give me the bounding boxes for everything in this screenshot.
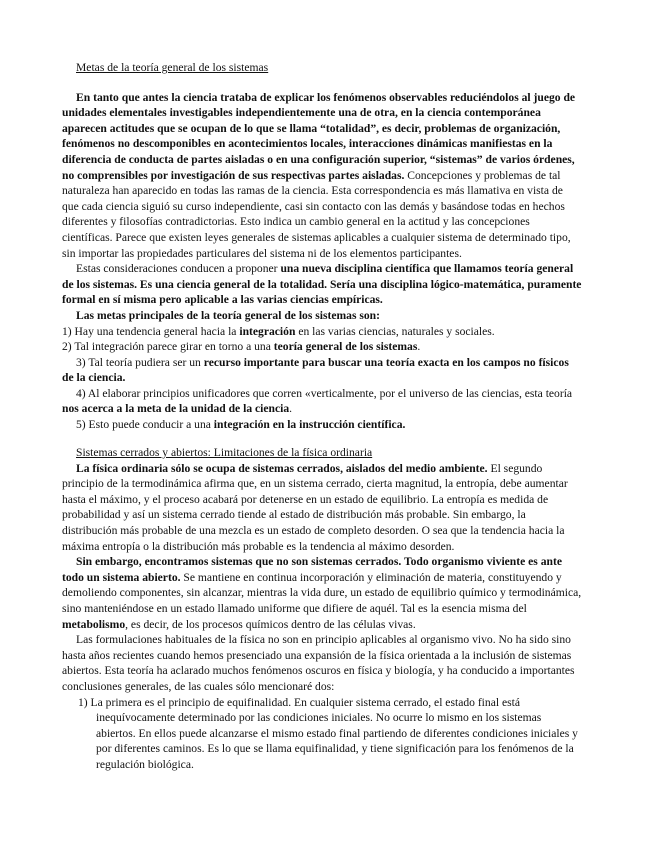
goal-4-bold: nos acerca a la meta de la unidad de la ciencia <box>62 402 290 416</box>
goal-2-text-c: . <box>417 340 421 354</box>
metabolismo-bold: metabolismo <box>62 617 126 631</box>
goal-item-2 <box>62 339 582 355</box>
paragraph-intro <box>62 90 582 262</box>
proposal-bold-text: una nueva disciplina científica que llamamos teoría general de los sistemas. Es una ciencia general de la totalidad. Sería una disciplina lógico-matemática, puramente formal en sí misma pero aplicable a las varias ciencias empíricas. <box>62 262 582 307</box>
paragraph-proposal <box>62 261 582 308</box>
fisica-rest-text: El segundo principio de la termodinámica afirma que, en un sistema cerrado, cierta magnitud, la entropía, debe aumentar hasta el máximo, y el proceso acabará por detenerse en un estado de equilibrio. La entropía es medida de probabilidad y así un sistema cerrado tiende al estado de distribución más probable. Sin embargo, la distribución más probable de una mezcla es un estado de completo desorden. O sea que la tendencia hacia la máxima entropía o la distribución más probable es la tendencia al máximo desorden. <box>62 461 568 553</box>
paragraph-sistemas-abiertos <box>62 554 582 632</box>
goals-heading-text: Las metas principales de la teoría general de los sistemas son: <box>76 308 380 322</box>
goal-3-bold: recurso importante para buscar una teoría exacta en los campos no físicos de la ciencia. <box>62 355 569 385</box>
proposal-text: Estas consideraciones conducen a proponer <box>76 262 278 276</box>
abiertos-end-text: , es decir, de los procesos químicos dentro de las células vivas. <box>125 617 416 631</box>
abiertos-rest-text: Se mantiene en continua incorporación y eliminación de materia, constituyendo y demoliendo componentes, sin alcanzar, mientras la vida dure, un estado de equilibrio químico y termodinámica, sino manteniéndose en un estado llamado uniforme que difiere de aquél. Tal es la esencia misma del <box>62 570 582 615</box>
goal-5-bold: integración en la instrucción científica. <box>213 418 406 432</box>
goal-1-text-a: 1) Hay una tendencia general hacia la <box>62 324 237 338</box>
goal-1-text-c: en las varias ciencias, naturales y sociales. <box>298 324 495 338</box>
goals-heading <box>62 308 582 324</box>
fisica-bold-text: La física ordinaria sólo se ocupa de sistemas cerrados, aislados del medio ambiente. <box>76 461 488 475</box>
abiertos-bold-text: Sin embargo, encontramos sistemas que no son sistemas cerrados. Todo organismo viviente es ante todo un sistema abierto. <box>62 555 562 584</box>
goal-5-text-a: 5) Esto puede conducir a una <box>76 418 211 432</box>
goal-1-bold: integración <box>239 324 296 338</box>
section-title-sistemas: Sistemas cerrados y abiertos: Limitaciones de la física ordinaria <box>76 446 373 459</box>
goal-item-1 <box>62 324 582 340</box>
goal-item-5 <box>62 417 582 433</box>
goal-2-bold: teoría general de los sistemas <box>273 340 418 354</box>
paragraph-formulaciones: Las formulaciones habituales de la física no son en principio aplicables al organismo vivo. No ha sido sino hasta años recientes cuando hemos presenciado una expansión de la física orientada a la inclusión de sistemas abiertos. Esta teoría ha aclarado muchos fenómenos oscuros en física y biología, y ha conducido a importantes conclusiones generales, de las cuales sólo mencionaré dos: <box>62 633 575 693</box>
goal-4-text-c: . <box>289 402 293 416</box>
list-item-equifinalidad: 1) La primera es el principio de equifinalidad. En cualquier sistema cerrado, el estado final está inequívocamente determinado por las condiciones iniciales. No ocurre lo mismo en los sistemas abiertos. En ellos puede alcanzarse el mismo estado final partiendo de diferentes condiciones iniciales y por diferentes caminos. Es lo que se llama equifinalidad, y tiene significación para los fenómenos de la regulación biológica. <box>78 695 578 771</box>
goal-4-text-a: 4) Al elaborar principios unificadores que corren «verticalmente, por el universo de las ciencias, esta teoría <box>76 386 573 400</box>
goal-3-text-a: 3) Tal teoría pudiera ser un <box>76 355 201 369</box>
goal-2-text-a: 2) Tal integración parece girar en torno a una <box>62 340 271 354</box>
goal-item-3 <box>62 355 582 386</box>
paragraph-fisica-ordinaria <box>62 461 582 555</box>
section-sistemas <box>62 445 582 772</box>
goal-item-4 <box>62 386 582 417</box>
section-metas <box>62 60 582 433</box>
section-title-metas: Metas de la teoría general de los sistemas <box>76 61 269 74</box>
intro-bold-text: En tanto que antes la ciencia trataba de explicar los fenómenos observables reduciéndolos al juego de unidades elementales investigables independientemente una de otra, en la ciencia contemporánea aparecen actitudes que se ocupan de lo que se llama “totalidad”, es decir, problemas de organización, fenómenos no descomponibles en acontecimientos locales, interacciones dinámicas manifiestas en la diferencia de conducta de partes aisladas o en una configuración superior, “sistemas” de varios órdenes, no comprensibles por investigación de sus respectivas partes aisladas. <box>62 90 576 182</box>
intro-rest-text: Concepciones y problemas de tal naturaleza han aparecido en todas las ramas de la ciencia. Esta correspondencia es más llamativa en vista de que cada ciencia siguió su curso independiente, casi sin contacto con las demás y basándose todas en hechos diferentes y filosofías contradictorias. Esto indica un cambio general en la actitud y las concepciones científicas. Parece que existen leyes generales de sistemas aplicables a cualquier sistema de determinado tipo, sin importar las propiedades particulares del sistema ni de los elementos participantes. <box>62 168 571 260</box>
